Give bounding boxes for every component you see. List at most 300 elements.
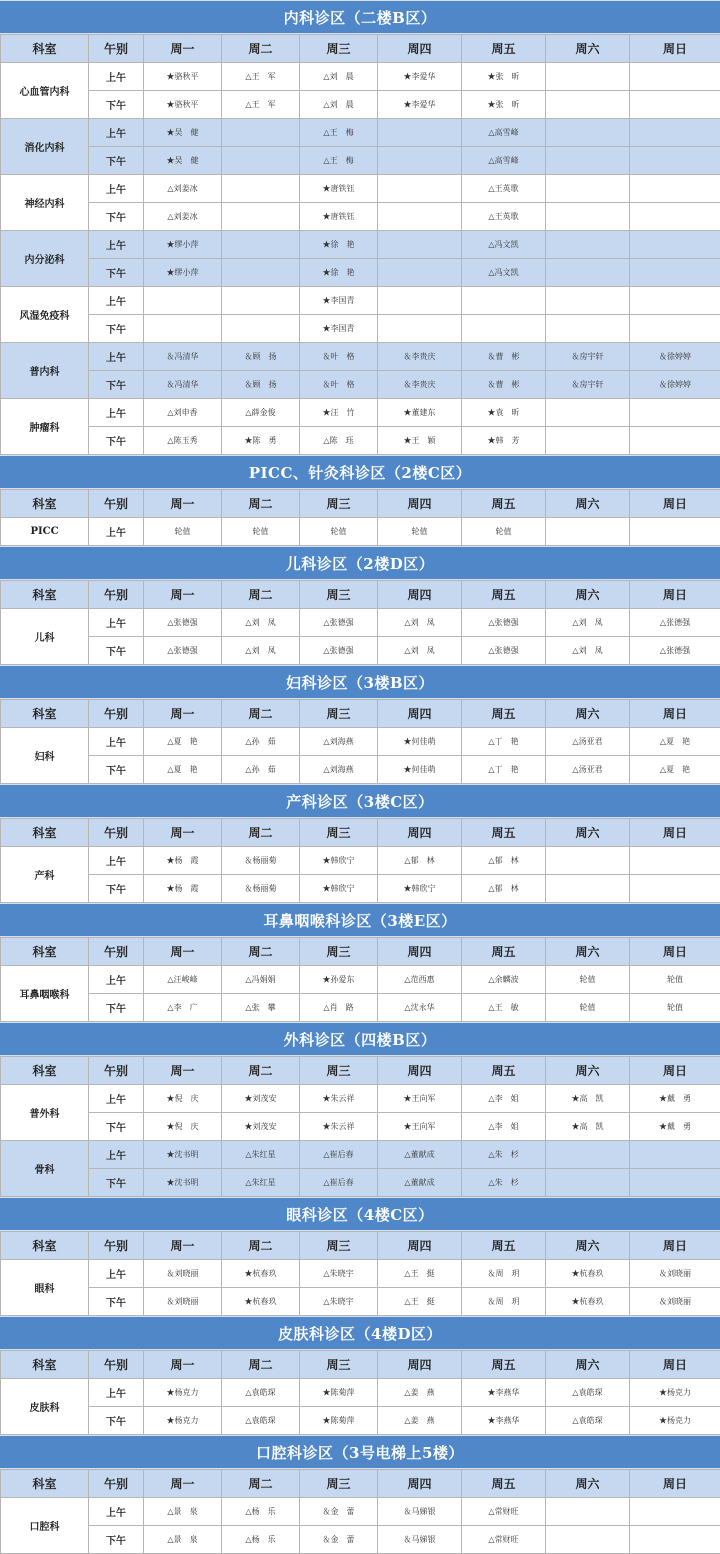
doctor-cell <box>546 847 630 875</box>
doctor-cell: △崔后春 <box>300 1169 378 1197</box>
doctor-cell: ★沈书明 <box>144 1169 222 1197</box>
doctor-cell: △崔后春 <box>300 1141 378 1169</box>
column-header: 周日 <box>630 490 720 518</box>
doctor-cell: △朱红星 <box>222 1169 300 1197</box>
column-header: 周三 <box>300 819 378 847</box>
table-header-row <box>1 700 720 728</box>
doctor-cell: △袁皓琛 <box>222 1379 300 1407</box>
doctor-cell: △王 挺 <box>378 1260 462 1288</box>
doctor-cell: △刘海燕 <box>300 728 378 756</box>
session-period: 上午 <box>89 287 144 315</box>
column-header: 周日 <box>630 1351 720 1379</box>
column-header: 周五 <box>462 938 546 966</box>
doctor-cell: ★唐铁钰 <box>300 175 378 203</box>
doctor-cell: ＆杨丽菊 <box>222 847 300 875</box>
doctor-cell: ★戴 勇 <box>630 1113 720 1141</box>
doctor-cell: 轮值 <box>300 518 378 546</box>
doctor-cell: ★陈 勇 <box>222 427 300 455</box>
doctor-cell <box>630 175 720 203</box>
session-period: 下午 <box>89 147 144 175</box>
doctor-cell: △张 攀 <box>222 994 300 1022</box>
doctor-cell: △朱红星 <box>222 1141 300 1169</box>
doctor-cell: △常财旺 <box>462 1498 546 1526</box>
doctor-cell <box>630 1526 720 1554</box>
doctor-cell <box>630 1498 720 1526</box>
column-header: 午别 <box>89 35 144 63</box>
doctor-cell: ★韩 芳 <box>462 427 546 455</box>
session-period: 下午 <box>89 371 144 399</box>
column-header: 周一 <box>144 581 222 609</box>
doctor-cell: △冯文凯 <box>462 231 546 259</box>
doctor-cell <box>630 399 720 427</box>
doctor-cell: △余麟波 <box>462 966 546 994</box>
column-header: 周三 <box>300 700 378 728</box>
doctor-cell: ★何佳萌 <box>378 756 462 784</box>
doctor-cell: ★杨克力 <box>144 1407 222 1435</box>
table-header-row <box>1 1057 720 1085</box>
session-period: 上午 <box>89 847 144 875</box>
column-header: 周一 <box>144 35 222 63</box>
schedule-table <box>0 818 720 903</box>
doctor-cell: 轮值 <box>222 518 300 546</box>
doctor-cell <box>546 175 630 203</box>
table-header-row <box>1 819 720 847</box>
clinic-section <box>0 1197 720 1316</box>
session-period: 上午 <box>89 343 144 371</box>
doctor-cell: △景 泉 <box>144 1498 222 1526</box>
section-title: 口腔科诊区（3号电梯上5楼） <box>0 1435 720 1469</box>
table-header-row <box>1 1470 720 1498</box>
schedule-table <box>0 34 720 455</box>
doctor-cell: ＆周 玥 <box>462 1260 546 1288</box>
doctor-cell: △袁皓琛 <box>222 1407 300 1435</box>
column-header: 周三 <box>300 1057 378 1085</box>
doctor-cell <box>546 119 630 147</box>
doctor-cell: △冯娟娟 <box>222 966 300 994</box>
doctor-cell <box>630 847 720 875</box>
column-header: 科室 <box>1 1470 89 1498</box>
doctor-cell: △张德强 <box>300 637 378 665</box>
doctor-cell: △刘 晨 <box>300 63 378 91</box>
doctor-cell: ★倪 庆 <box>144 1113 222 1141</box>
doctor-cell <box>630 91 720 119</box>
doctor-cell: △张德强 <box>300 609 378 637</box>
table-row <box>1 994 720 1022</box>
section-title: 儿科诊区（2楼D区） <box>0 546 720 580</box>
doctor-cell: △张德强 <box>144 609 222 637</box>
doctor-cell: ★徐 艳 <box>300 231 378 259</box>
column-header: 周二 <box>222 1470 300 1498</box>
column-header: 周一 <box>144 700 222 728</box>
session-period: 上午 <box>89 119 144 147</box>
column-header: 周六 <box>546 819 630 847</box>
doctor-cell: △夏 艳 <box>630 728 720 756</box>
section-title: 眼科诊区（4楼C区） <box>0 1197 720 1231</box>
section-title: 皮肤科诊区（4楼D区） <box>0 1316 720 1350</box>
doctor-cell: 轮值 <box>462 518 546 546</box>
session-period: 上午 <box>89 609 144 637</box>
session-period: 上午 <box>89 728 144 756</box>
table-row <box>1 875 720 903</box>
doctor-cell: ＆徐婷婷 <box>630 343 720 371</box>
doctor-cell: △李 姐 <box>462 1113 546 1141</box>
doctor-cell <box>462 287 546 315</box>
column-header: 周五 <box>462 819 546 847</box>
doctor-cell: ★王 颖 <box>378 427 462 455</box>
doctor-cell <box>630 147 720 175</box>
doctor-cell: ＆马娣银 <box>378 1526 462 1554</box>
column-header: 周四 <box>378 938 462 966</box>
doctor-cell: ＆叶 格 <box>300 371 378 399</box>
doctor-cell: △孙 茹 <box>222 728 300 756</box>
doctor-cell: △夏 艳 <box>630 756 720 784</box>
doctor-cell: △朱晓宇 <box>300 1288 378 1316</box>
doctor-cell: △郁 林 <box>378 847 462 875</box>
doctor-cell: △丁 艳 <box>462 728 546 756</box>
department-name: 心血管内科 <box>1 63 89 119</box>
doctor-cell: ＆马娣银 <box>378 1498 462 1526</box>
schedule-table <box>0 1231 720 1316</box>
column-header: 周四 <box>378 1351 462 1379</box>
department-name: 内分泌科 <box>1 231 89 287</box>
department-name: 产科 <box>1 847 89 903</box>
doctor-cell: △李 姐 <box>462 1085 546 1113</box>
doctor-cell: △高雪峰 <box>462 119 546 147</box>
table-row <box>1 63 720 91</box>
doctor-cell: △刘 凤 <box>378 637 462 665</box>
table-row <box>1 259 720 287</box>
table-header-row <box>1 1232 720 1260</box>
doctor-cell <box>378 231 462 259</box>
doctor-cell <box>378 147 462 175</box>
doctor-cell: ＆金 蕾 <box>300 1498 378 1526</box>
doctor-cell <box>546 399 630 427</box>
session-period: 下午 <box>89 1288 144 1316</box>
doctor-cell: ★刘茂安 <box>222 1085 300 1113</box>
doctor-cell: △王 挺 <box>378 1288 462 1316</box>
column-header: 周六 <box>546 490 630 518</box>
column-header: 周六 <box>546 1470 630 1498</box>
doctor-cell: ＆李贵庆 <box>378 343 462 371</box>
doctor-cell: △李 广 <box>144 994 222 1022</box>
column-header: 周五 <box>462 1470 546 1498</box>
table-row <box>1 1379 720 1407</box>
doctor-cell <box>630 1141 720 1169</box>
table-row <box>1 1407 720 1435</box>
department-name: 儿科 <box>1 609 89 665</box>
doctor-cell: ★徐 艳 <box>300 259 378 287</box>
doctor-cell: ★韩欣宁 <box>378 875 462 903</box>
column-header: 周五 <box>462 581 546 609</box>
doctor-cell: △陈玉秀 <box>144 427 222 455</box>
doctor-cell <box>222 203 300 231</box>
column-header: 周二 <box>222 1351 300 1379</box>
column-header: 周四 <box>378 700 462 728</box>
doctor-cell: △沈永华 <box>378 994 462 1022</box>
column-header: 午别 <box>89 938 144 966</box>
department-name: 皮肤科 <box>1 1379 89 1435</box>
doctor-cell: △张德强 <box>630 637 720 665</box>
column-header: 周二 <box>222 35 300 63</box>
doctor-cell <box>546 63 630 91</box>
doctor-cell: ★杭春玖 <box>222 1288 300 1316</box>
clinic-section <box>0 0 720 455</box>
doctor-cell: ＆周 玥 <box>462 1288 546 1316</box>
table-row <box>1 1288 720 1316</box>
table-row <box>1 728 720 756</box>
doctor-cell: ★张 昕 <box>462 63 546 91</box>
department-name: 耳鼻咽喉科 <box>1 966 89 1022</box>
doctor-cell: △刘 凤 <box>222 637 300 665</box>
doctor-cell: △朱晓宇 <box>300 1260 378 1288</box>
column-header: 午别 <box>89 1232 144 1260</box>
table-row <box>1 1498 720 1526</box>
session-period: 下午 <box>89 315 144 343</box>
clinic-section <box>0 784 720 903</box>
doctor-cell <box>630 119 720 147</box>
doctor-cell: △王英歌 <box>462 203 546 231</box>
department-name: 肿瘤科 <box>1 399 89 455</box>
schedule-table <box>0 1350 720 1435</box>
doctor-cell: ＆曹 彬 <box>462 343 546 371</box>
doctor-cell: △刘 凤 <box>222 609 300 637</box>
doctor-cell: △刘 凤 <box>378 609 462 637</box>
column-header: 周三 <box>300 1351 378 1379</box>
doctor-cell: ＆房宇轩 <box>546 343 630 371</box>
doctor-cell: △张德强 <box>462 637 546 665</box>
doctor-cell: △景 泉 <box>144 1526 222 1554</box>
department-name: 普内科 <box>1 343 89 399</box>
doctor-cell <box>630 1169 720 1197</box>
column-header: 午别 <box>89 581 144 609</box>
session-period: 上午 <box>89 1260 144 1288</box>
session-period: 下午 <box>89 1407 144 1435</box>
doctor-cell: ★高 凯 <box>546 1113 630 1141</box>
column-header: 周六 <box>546 35 630 63</box>
doctor-cell <box>222 315 300 343</box>
column-header: 周二 <box>222 819 300 847</box>
session-period: 下午 <box>89 756 144 784</box>
session-period: 上午 <box>89 399 144 427</box>
doctor-cell <box>546 427 630 455</box>
session-period: 下午 <box>89 1113 144 1141</box>
table-row <box>1 231 720 259</box>
doctor-cell <box>222 175 300 203</box>
column-header: 周一 <box>144 490 222 518</box>
table-header-row <box>1 490 720 518</box>
department-name: 风湿免疫科 <box>1 287 89 343</box>
doctor-cell <box>546 315 630 343</box>
doctor-cell: ★孙爱东 <box>300 966 378 994</box>
table-row <box>1 1260 720 1288</box>
doctor-cell: ★李燕华 <box>462 1379 546 1407</box>
doctor-cell: ＆金 蕾 <box>300 1526 378 1554</box>
doctor-cell: △高雪峰 <box>462 147 546 175</box>
doctor-cell: △刘海燕 <box>300 756 378 784</box>
doctor-cell: △郁 林 <box>462 847 546 875</box>
table-header-row <box>1 35 720 63</box>
column-header: 周日 <box>630 1057 720 1085</box>
department-name: 普外科 <box>1 1085 89 1141</box>
column-header: 科室 <box>1 938 89 966</box>
doctor-cell: △夏 艳 <box>144 728 222 756</box>
session-period: 上午 <box>89 518 144 546</box>
doctor-cell: 轮值 <box>546 994 630 1022</box>
column-header: 周六 <box>546 938 630 966</box>
doctor-cell: △王 军 <box>222 63 300 91</box>
column-header: 周六 <box>546 581 630 609</box>
doctor-cell <box>378 203 462 231</box>
doctor-cell <box>462 315 546 343</box>
column-header: 周四 <box>378 1057 462 1085</box>
doctor-cell <box>546 1141 630 1169</box>
column-header: 科室 <box>1 700 89 728</box>
doctor-cell <box>378 287 462 315</box>
doctor-cell: △汤亚君 <box>546 756 630 784</box>
doctor-cell: ★王向军 <box>378 1113 462 1141</box>
doctor-cell: ★何佳萌 <box>378 728 462 756</box>
doctor-cell: △刘姜冰 <box>144 175 222 203</box>
doctor-cell: 轮值 <box>144 518 222 546</box>
doctor-cell <box>630 231 720 259</box>
session-period: 下午 <box>89 1526 144 1554</box>
section-title: 产科诊区（3楼C区） <box>0 784 720 818</box>
doctor-cell <box>378 175 462 203</box>
doctor-cell: △朱 杉 <box>462 1141 546 1169</box>
table-row <box>1 147 720 175</box>
section-title: 耳鼻咽喉科诊区（3楼E区） <box>0 903 720 937</box>
doctor-cell: ★戴 勇 <box>630 1085 720 1113</box>
session-period: 下午 <box>89 259 144 287</box>
column-header: 周日 <box>630 938 720 966</box>
doctor-cell: ★李爱华 <box>378 63 462 91</box>
section-title: 外科诊区（四楼B区） <box>0 1022 720 1056</box>
clinic-section <box>0 903 720 1022</box>
doctor-cell <box>378 259 462 287</box>
doctor-cell: △薛金俊 <box>222 399 300 427</box>
table-row <box>1 287 720 315</box>
doctor-cell: ＆李贵庆 <box>378 371 462 399</box>
session-period: 上午 <box>89 1085 144 1113</box>
column-header: 周三 <box>300 1470 378 1498</box>
doctor-cell: ★杨 霞 <box>144 847 222 875</box>
column-header: 科室 <box>1 1232 89 1260</box>
table-row <box>1 175 720 203</box>
session-period: 下午 <box>89 875 144 903</box>
doctor-cell: ★李国青 <box>300 287 378 315</box>
column-header: 周二 <box>222 1057 300 1085</box>
column-header: 周日 <box>630 1232 720 1260</box>
doctor-cell: △刘 晨 <box>300 91 378 119</box>
doctor-cell: ＆徐婷婷 <box>630 371 720 399</box>
schedule-table <box>0 937 720 1022</box>
column-header: 周五 <box>462 1232 546 1260</box>
table-row <box>1 637 720 665</box>
doctor-cell: △王 敏 <box>462 994 546 1022</box>
column-header: 周三 <box>300 581 378 609</box>
doctor-cell: ＆冯清华 <box>144 343 222 371</box>
doctor-cell: ★韩欣宁 <box>300 847 378 875</box>
schedule-table <box>0 580 720 665</box>
column-header: 周一 <box>144 1351 222 1379</box>
doctor-cell: △杨 乐 <box>222 1498 300 1526</box>
column-header: 周四 <box>378 1470 462 1498</box>
doctor-cell: △冯文凯 <box>462 259 546 287</box>
department-name: 眼科 <box>1 1260 89 1316</box>
doctor-cell <box>546 259 630 287</box>
doctor-cell <box>546 1526 630 1554</box>
table-row <box>1 518 720 546</box>
doctor-cell: ★吴 健 <box>144 147 222 175</box>
session-period: 上午 <box>89 966 144 994</box>
doctor-cell: ★李国青 <box>300 315 378 343</box>
doctor-cell: ★李燕华 <box>462 1407 546 1435</box>
doctor-cell: ＆刘晓丽 <box>144 1288 222 1316</box>
doctor-cell: ＆曹 彬 <box>462 371 546 399</box>
doctor-cell: ＆刘晓丽 <box>630 1288 720 1316</box>
session-period: 上午 <box>89 1379 144 1407</box>
column-header: 周一 <box>144 1057 222 1085</box>
session-period: 上午 <box>89 1141 144 1169</box>
column-header: 周二 <box>222 490 300 518</box>
doctor-cell: △刘 凤 <box>546 609 630 637</box>
doctor-cell <box>630 259 720 287</box>
section-title: PICC、针灸科诊区（2楼C区） <box>0 455 720 489</box>
doctor-cell <box>222 287 300 315</box>
table-row <box>1 399 720 427</box>
department-name: 妇科 <box>1 728 89 784</box>
table-row <box>1 1141 720 1169</box>
department-name: 口腔科 <box>1 1498 89 1554</box>
schedule-table <box>0 699 720 784</box>
column-header: 周四 <box>378 490 462 518</box>
column-header: 午别 <box>89 490 144 518</box>
column-header: 周五 <box>462 35 546 63</box>
section-title: 内科诊区（二楼B区） <box>0 0 720 34</box>
doctor-cell: 轮值 <box>630 966 720 994</box>
column-header: 周三 <box>300 1232 378 1260</box>
doctor-cell: ＆顾 扬 <box>222 371 300 399</box>
table-row <box>1 1526 720 1554</box>
column-header: 周五 <box>462 1351 546 1379</box>
doctor-cell: ★缪小萍 <box>144 259 222 287</box>
column-header: 周日 <box>630 581 720 609</box>
column-header: 周日 <box>630 700 720 728</box>
table-row <box>1 371 720 399</box>
doctor-cell: ★张 昕 <box>462 91 546 119</box>
table-row <box>1 203 720 231</box>
department-name: 骨科 <box>1 1141 89 1197</box>
column-header: 周四 <box>378 819 462 847</box>
clinic-section <box>0 1316 720 1435</box>
table-header-row <box>1 1351 720 1379</box>
doctor-cell: △袁皓琛 <box>546 1379 630 1407</box>
doctor-cell: △陈 珏 <box>300 427 378 455</box>
table-row <box>1 119 720 147</box>
column-header: 午别 <box>89 819 144 847</box>
doctor-cell: ＆杨丽菊 <box>222 875 300 903</box>
column-header: 周五 <box>462 1057 546 1085</box>
doctor-cell: △张德强 <box>630 609 720 637</box>
doctor-cell: ★刘茂安 <box>222 1113 300 1141</box>
doctor-cell <box>144 287 222 315</box>
doctor-cell: △汤亚君 <box>546 728 630 756</box>
doctor-cell <box>630 203 720 231</box>
department-name: 消化内科 <box>1 119 89 175</box>
doctor-cell: ★袁 昕 <box>462 399 546 427</box>
table-row <box>1 609 720 637</box>
doctor-cell: ★唐铁钰 <box>300 203 378 231</box>
